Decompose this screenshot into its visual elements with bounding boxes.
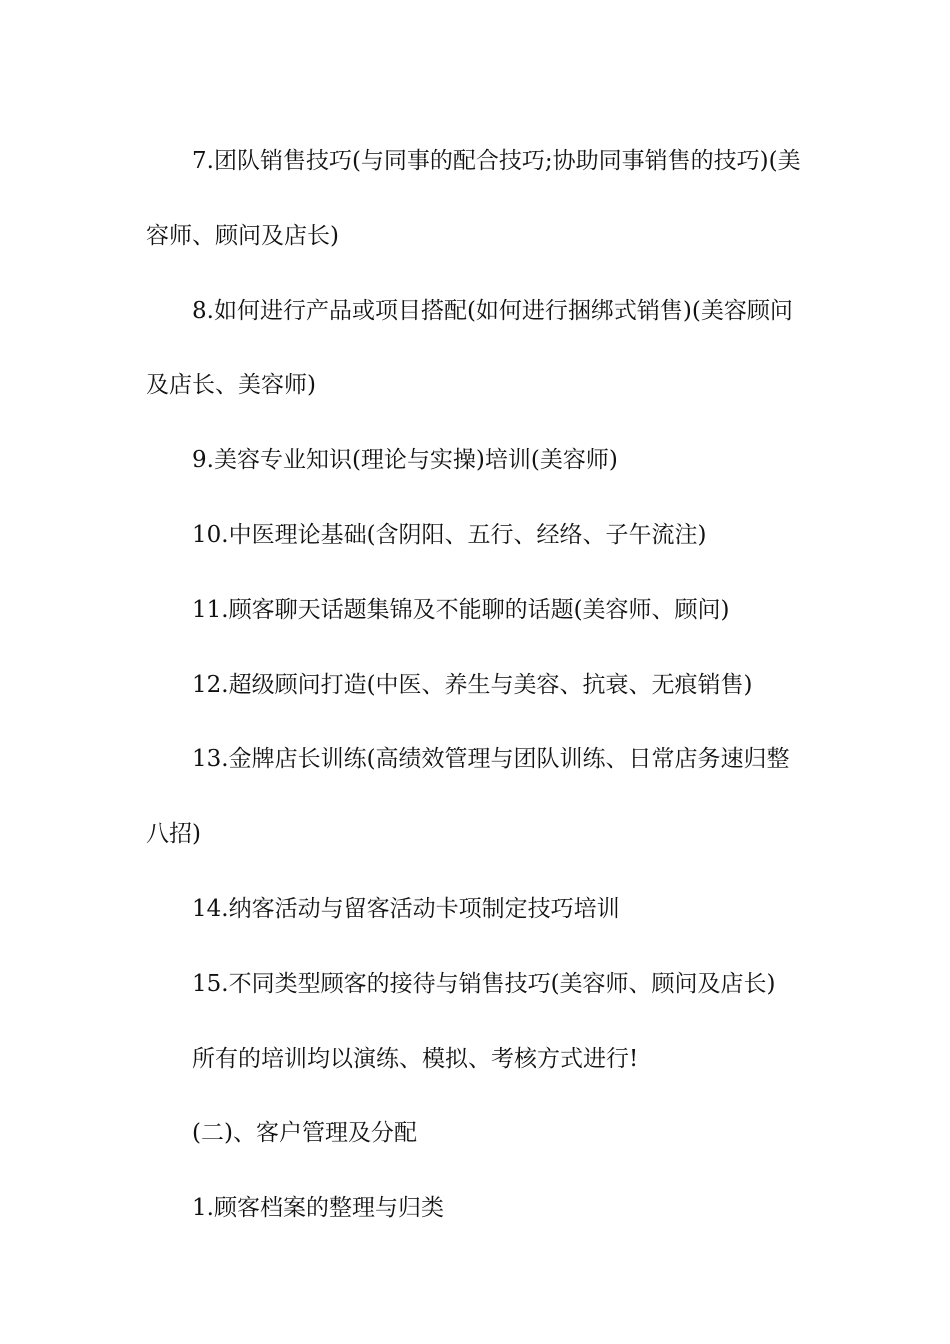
paragraph-item-14: 14.纳客活动与留客活动卡项制定技巧培训 [192,895,620,922]
paragraph-item-15: 15.不同类型顾客的接待与销售技巧(美容师、顾问及店长) [192,970,776,997]
paragraph-item-9: 9.美容专业知识(理论与实操)培训(美容师) [192,447,618,474]
paragraph-item-7: 7.团队销售技巧(与同事的配合技巧;协助同事销售的技巧)(美容师、顾问及店长) [146,148,801,249]
paragraph-item-8: 8.如何进行产品或项目搭配(如何进行捆绑式销售)(美容顾问及店长、美容师) [146,297,793,399]
paragraph-item-11: 11.顾客聊天话题集锦及不能聊的话题(美容师、顾问) [192,596,730,623]
paragraph-item-13: 13.金牌店长训练(高绩效管理与团队训练、日常店务速归整八招) [146,746,790,848]
paragraph-item-12: 12.超级顾问打造(中医、养生与美容、抗衰、无痕销售) [192,671,753,698]
paragraph-item-10: 10.中医理论基础(含阴阳、五行、经络、子午流注) [192,521,707,548]
document-body [146,124,810,1246]
training-note: 所有的培训均以演练、模拟、考核方式进行! [192,1045,639,1072]
section-heading: (二)、客户管理及分配 [192,1120,417,1147]
paragraph-item-1: 1.顾客档案的整理与归类 [192,1195,444,1222]
